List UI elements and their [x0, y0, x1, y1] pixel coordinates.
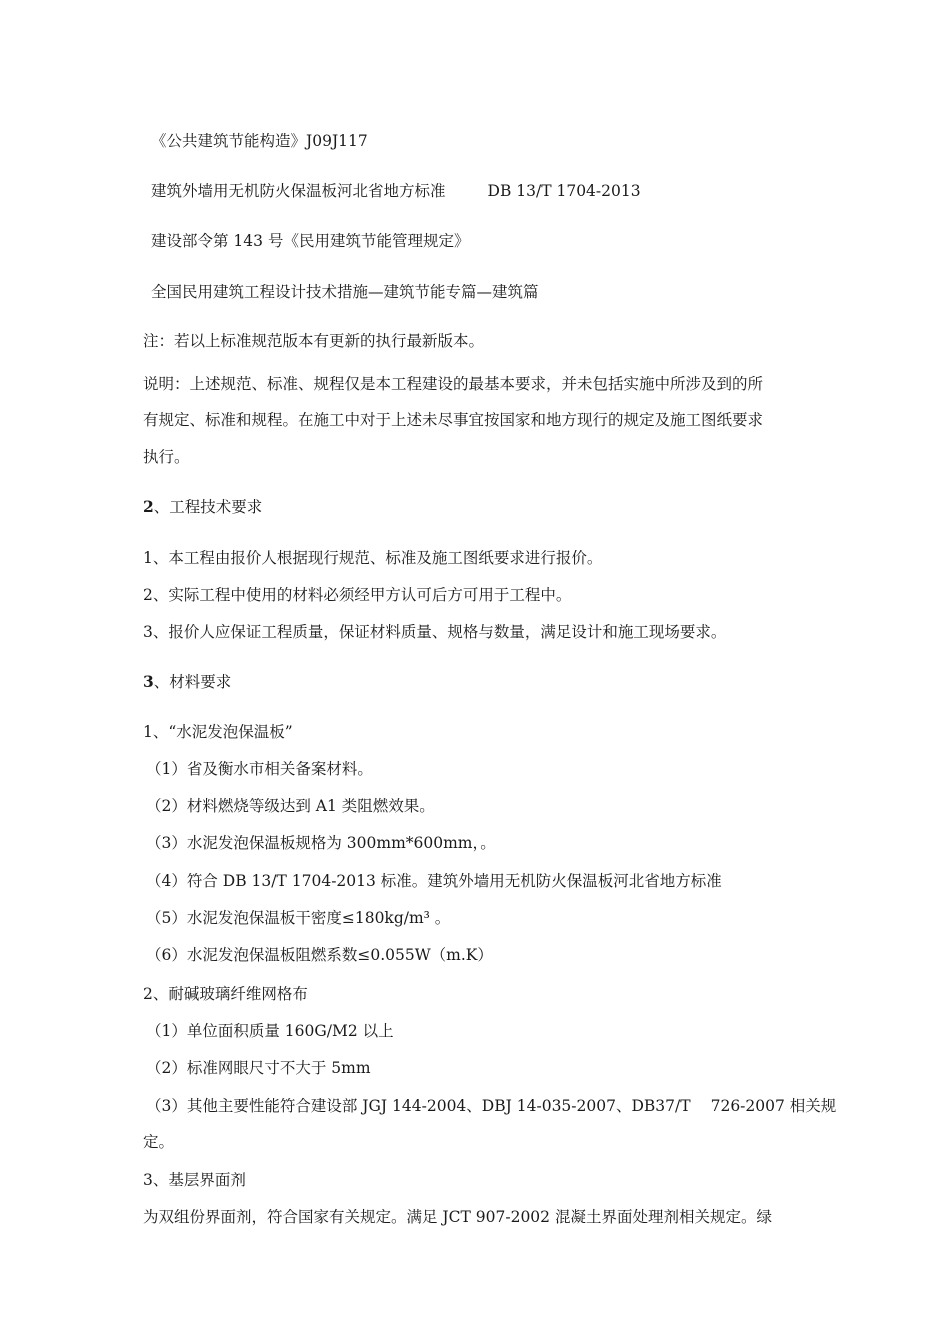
section-2-number: 2: [143, 497, 154, 516]
material-2-item-3-part-b: 726-2007 相关规: [710, 1097, 837, 1115]
explanation-line-3: 执行。: [143, 448, 190, 466]
section-2-item-2: 2、实际工程中使用的材料必须经甲方认可后方可用于工程中。: [143, 586, 572, 604]
section-2-title: 、工程技术要求: [153, 498, 263, 516]
standard-item-2: [151, 181, 641, 201]
material-1-item-5: （5）水泥发泡保温板干密度≤180kg/m³ 。: [146, 909, 451, 927]
section-2-item-3: 3、报价人应保证工程质量，保证材料质量、规格与数量，满足设计和施工现场要求。: [143, 623, 727, 641]
material-1-item-1: （1）省及衡水市相关备案材料。: [146, 760, 373, 778]
standard-item-2-name: 建筑外墙用无机防火保温板河北省地方标准: [151, 182, 446, 200]
material-1-item-4: （4）符合 DB 13/T 1704-2013 标准。建筑外墙用无机防火保温板河北省地方标准: [146, 872, 722, 890]
material-2-item-3: [146, 1096, 836, 1116]
material-1-item-2: （2）材料燃烧等级达到 A1 类阻燃效果。: [146, 797, 435, 815]
material-1-item-6: （6）水泥发泡保温板阻燃系数≤0.055W（m.K）: [146, 946, 493, 964]
section-2-heading: [143, 497, 262, 517]
material-2-item-3-part-a: （3）其他主要性能符合建设部 JGJ 144-2004、DBJ 14-035-2007、DB37/T: [146, 1097, 691, 1115]
section-3-title: 、材料要求: [153, 673, 232, 691]
material-1-item-3: （3）水泥发泡保温板规格为 300mm*600mm，。: [146, 834, 496, 852]
standard-item-2-code: DB 13/T 1704-2013: [487, 182, 641, 200]
material-1-title: 1、“水泥发泡保温板”: [143, 723, 293, 741]
standard-item-3: 建设部令第 143 号《民用建筑节能管理规定》: [151, 232, 470, 250]
section-3-number: 3: [143, 672, 154, 691]
material-2-title: 2、耐碱玻璃纤维网格布: [143, 985, 308, 1003]
material-2-item-3-continuation: 定。: [143, 1133, 175, 1151]
material-3-title: 3、基层界面剂: [143, 1171, 246, 1189]
material-3-description: 为双组份界面剂，符合国家有关规定。满足 JCT 907-2002 混凝土界面处理剂相关规定。绿: [143, 1208, 772, 1226]
standard-item-1: 《公共建筑节能构造》J09J117: [151, 132, 368, 150]
section-2-item-1: 1、本工程由报价人根据现行规范、标准及施工图纸要求进行报价。: [143, 549, 603, 567]
explanation-line-1: 说明：上述规范、标准、规程仅是本工程建设的最基本要求，并未包括实施中所涉及到的所: [143, 375, 764, 393]
explanation-line-2: 有规定、标准和规程。在施工中对于上述未尽事宜按国家和地方现行的规定及施工图纸要求: [143, 411, 764, 429]
standard-item-4: 全国民用建筑工程设计技术措施—建筑节能专篇—建筑篇: [151, 283, 539, 301]
material-2-item-1: （1）单位面积质量 160G/M2 以上: [146, 1022, 394, 1040]
material-2-item-2: （2）标准网眼尺寸不大于 5mm: [146, 1059, 371, 1077]
note-text: 注：若以上标准规范版本有更新的执行最新版本。: [143, 332, 485, 350]
section-3-heading: [143, 672, 231, 692]
